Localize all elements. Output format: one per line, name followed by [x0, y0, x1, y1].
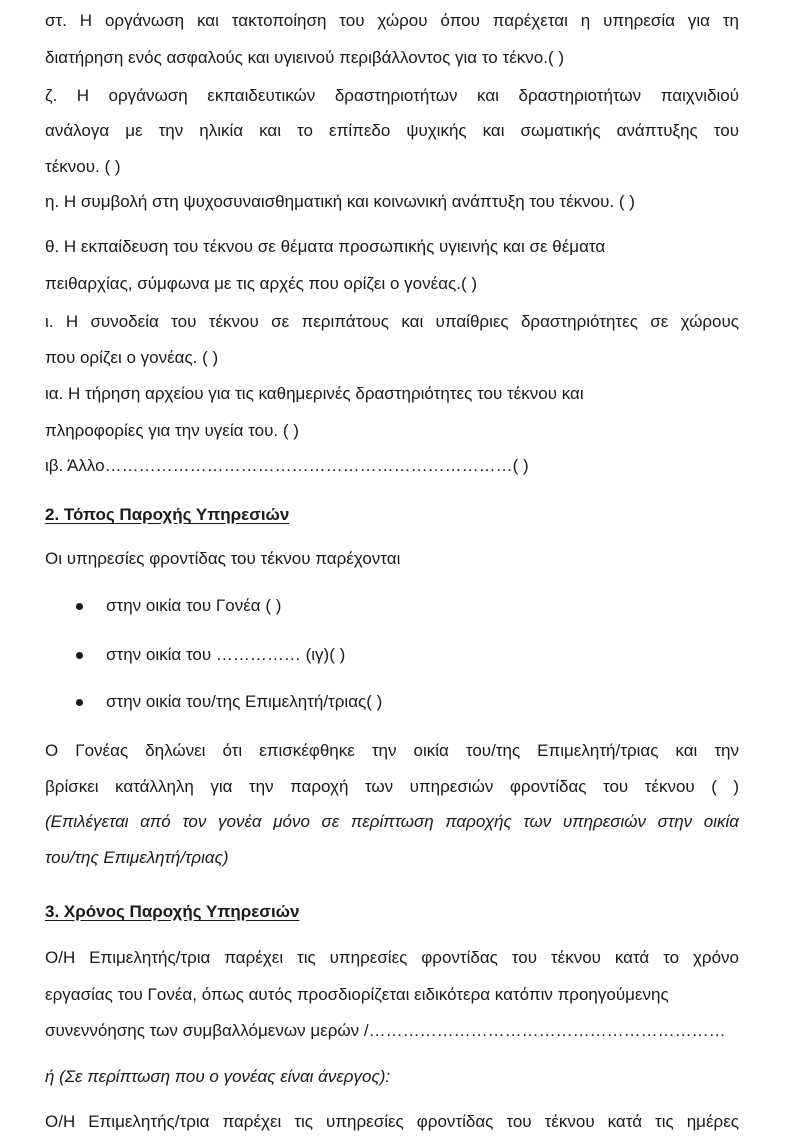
item-ib-line-1: ιβ. Άλλο………………………………………………………………( ) [45, 456, 529, 475]
section-3-p2-line-1: Ο/Η Επιμελητής/τρια παρέχει τις υπηρεσίες φροντίδας του τέκνου κατά τις ημέρες [45, 1112, 739, 1131]
bullet-item-other-home: στην οικία του …………… (ιγ)( ) [106, 645, 346, 664]
item-th-line-2: πειθαρχίας, σύμφωνα με τις αρχές που ορίζει ο γονέας.( ) [45, 274, 477, 293]
item-ia-line-2: πληροφορίες για την υγεία του. ( ) [45, 421, 299, 440]
section-3-p1-line-2: εργασίας του Γονέα, όπως αυτός προσδιορίζεται ειδικότερα κατόπιν προηγούμενης [45, 985, 669, 1004]
section-2-heading: 2. Τόπος Παροχής Υπηρεσιών [45, 505, 290, 524]
bullet-icon [76, 699, 83, 706]
section-3-heading: 3. Χρόνος Παροχής Υπηρεσιών [45, 902, 300, 921]
bullet-icon [76, 603, 83, 610]
bullet-item-caregiver-home: στην οικία του/της Επιμελητή/τριας( ) [106, 692, 383, 711]
item-i-line-1: η. Η συμβολή στη ψυχοσυναισθηματική και κοινωνική ανάπτυξη του τέκνου. ( ) [45, 192, 635, 211]
item-z-line-1: ζ. Η οργάνωση εκπαιδευτικών δραστηριοτήτων και δραστηριοτήτων παιχνιδιού [45, 86, 739, 105]
item-z-line-3: τέκνου. ( ) [45, 157, 121, 176]
item-ia-line-1: ια. Η τήρηση αρχείου για τις καθημερινές δραστηριότητες του τέκνου και [45, 384, 584, 403]
item-st-line-2: διατήρηση ενός ασφαλούς και υγιεινού περιβάλλοντος για το τέκνο.( ) [45, 48, 564, 67]
bullet-item-parent-home: στην οικία του Γονέα ( ) [106, 596, 282, 615]
item-z-line-2: ανάλογα με την ηλικία και το επίπεδο ψυχικής και σωματικής ανάπτυξης του [45, 121, 739, 140]
section-2-intro: Οι υπηρεσίες φροντίδας του τέκνου παρέχονται [45, 549, 401, 568]
statement-line-2: βρίσκει κατάλληλη για την παροχή των υπηρεσιών φροντίδας του τέκνου ( ) [45, 777, 739, 796]
item-iota-line-2: που ορίζει ο γονέας. ( ) [45, 348, 219, 367]
note-line-1: (Επιλέγεται από τον γονέα μόνο σε περίπτωση παροχής των υπηρεσιών στην οικία [45, 812, 739, 831]
statement-line-1: Ο Γονέας δηλώνει ότι επισκέφθηκε την οικία του/της Επιμελητή/τριας και την [45, 741, 739, 760]
item-iota-line-1: ι. Η συνοδεία του τέκνου σε περιπάτους και υπαίθριες δραστηριότητες σε χώρους [45, 312, 739, 331]
note-line-2: του/της Επιμελητή/τριας) [45, 848, 229, 867]
item-th-line-1: θ. Η εκπαίδευση του τέκνου σε θέματα προσωπικής υγιεινής και σε θέματα [45, 237, 606, 256]
bullet-icon [76, 652, 83, 659]
section-3-alt: ή (Σε περίπτωση που ο γονέας είναι άνεργος): [45, 1067, 391, 1086]
section-3-p1-line-3: συνεννόησης των συμβαλλόμενων μερών /……………………………………………………… [45, 1021, 726, 1040]
section-3-p1-line-1: Ο/Η Επιμελητής/τρια παρέχει τις υπηρεσίες φροντίδας του τέκνου κατά το χρόνο [45, 948, 739, 967]
item-st-line-1: στ. Η οργάνωση και τακτοποίηση του χώρου όπου παρέχεται η υπηρεσία για τη [45, 11, 739, 30]
